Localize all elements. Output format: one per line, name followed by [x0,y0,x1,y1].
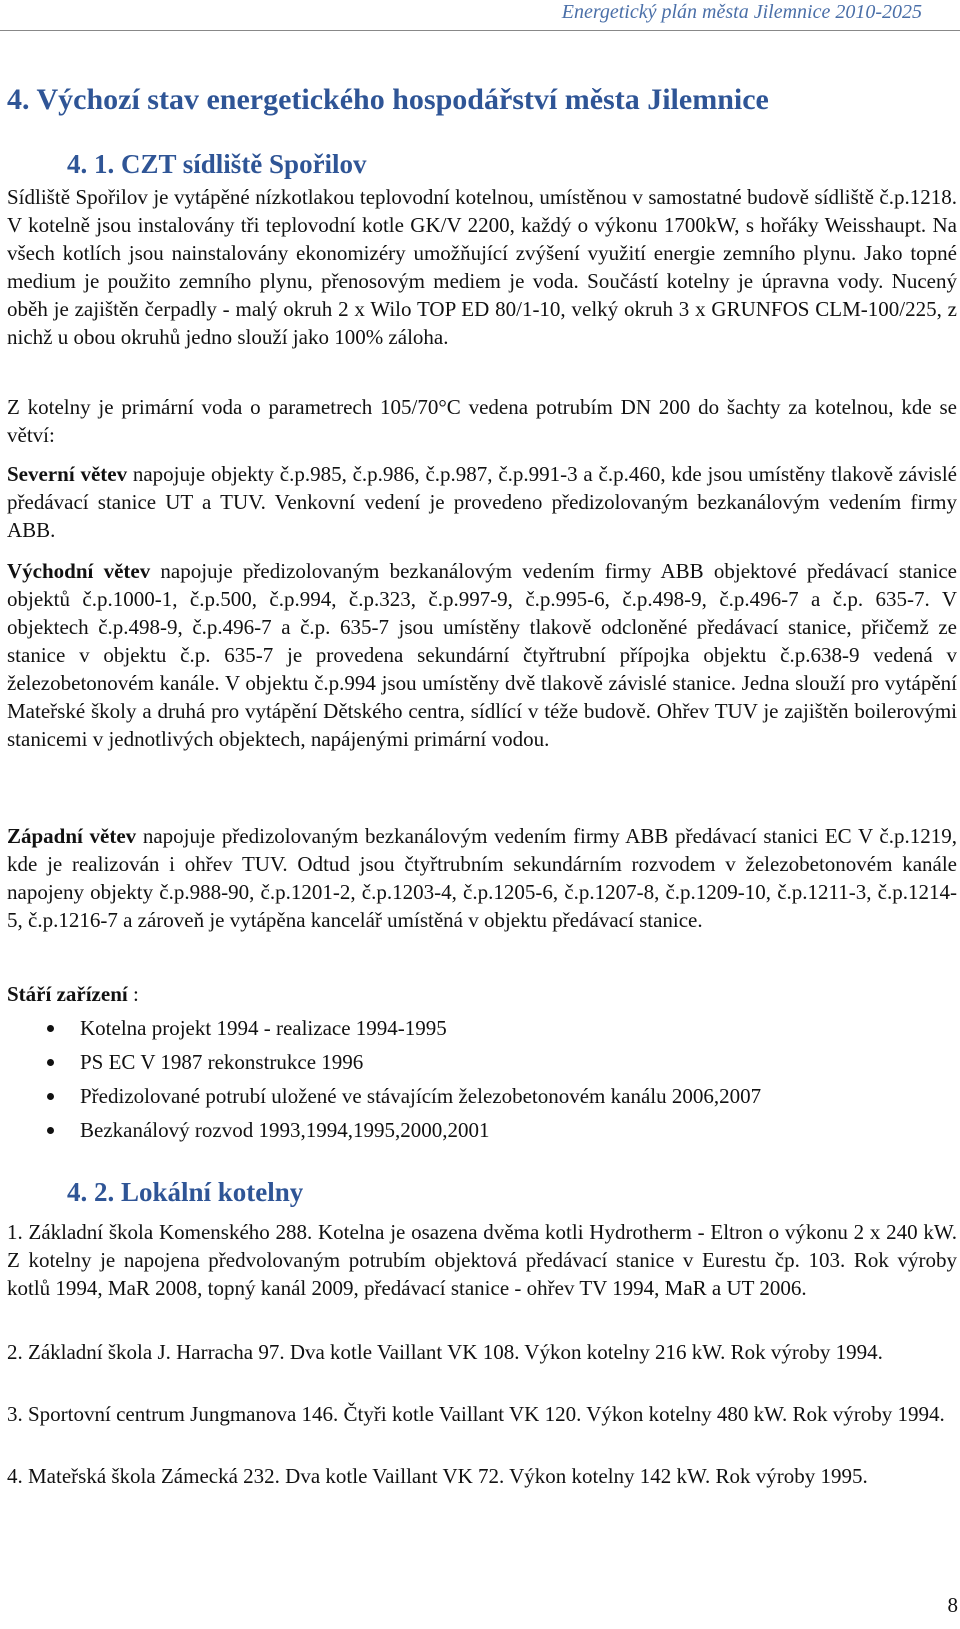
local-boiler-item: 2. Základní škola J. Harracha 97. Dva kotle Vaillant VK 108. Výkon kotelny 216 kW. Rok výroby 1994. [7,1340,883,1364]
local-boiler-item: 1. Základní škola Komenského 288. Kotelna je osazena dvěma kotli Hydrotherm - Eltron o výkonu 2 x 240 kW. Z kotelny je napojena předvolovaným potrubím objektová předávací stanice v Eurestu čp. 103. Rok výroby kotlů 1994, MaR 2008, topný kanál 2009, předávací stanice - ohřev TV 1994, MaR a UT 2006. [7,1220,957,1300]
list-item [7,1048,927,1082]
equipment-age-label: Stáří zařízení [7,982,128,1006]
chapter-title: 4. Výchozí stav energetického hospodářství města Jilemnice [7,83,769,116]
list-item-text: PS EC V 1987 rekonstrukce 1996 [80,1050,364,1074]
bullet-dot [47,1127,54,1134]
local-boiler-item: 4. Mateřská škola Zámecká 232. Dva kotle Vaillant VK 72. Výkon kotelny 142 kW. Rok výroby 1995. [7,1464,868,1488]
paragraph-primary-water: Z kotelny je primární voda o parametrech 105/70°C vedena potrubím DN 200 do šachty za kotelnou, kde se větví: [7,395,957,447]
list-item-text: Kotelna projekt 1994 - realizace 1994-1995 [80,1016,447,1040]
list-item [7,1014,927,1048]
equipment-age-suffix: : [127,982,139,1006]
west-branch-label: Západní větev [7,824,137,848]
section-title-local-boilers: 4. 2. Lokální kotelny [67,1177,304,1207]
paragraph-east-branch [7,557,957,753]
section-title-czt: 4. 1. CZT sídliště Spořilov [67,149,367,179]
east-branch-text: napojuje předizolovaným bezkanálovým vedením firmy ABB objektové předávací stanice objektů č.p.1000-1, č.p.500, č.p.994, č.p.323, č.p.997-9, č.p.995-6, č.p.498-9, č.p.496-7 a č.p. 635-7. V objektech č.p.498-9, č.p.496-7 a č.p. 635-7 jsou umístěny tlakově odcloněné předávací stanice, přičemž ze stanice v objektu č.p. 635-7 je provedena sekundární čtyřtrubní přípojka objektu č.p.638-9 vedená v železobetonovém kanále. V objektu č.p.994 jsou umístěny dvě tlakově závislé stanice. Jedna slouží pro vytápění Mateřské školy a druhá pro vytápění Dětského centra, sídlící v téže budově. Ohřev TUV je zajištěn boilerovými stanicemi v jednotlivých objektech, napájenými primární vodou. [7,559,957,751]
list-item [7,1082,927,1116]
bullet-dot [47,1093,54,1100]
north-branch-label: Severní větev [7,462,128,486]
north-branch-text: napojuje objekty č.p.985, č.p.986, č.p.987, č.p.991-3 a č.p.460, kde jsou umístěny tlakově závislé předávací stanice UT a TUV. Venkovní vedení je provedeno předizolovaným bezkanálovým vedením firmy ABB. [7,462,957,542]
list-item-text: Bezkanálový rozvod 1993,1994,1995,2000,2001 [80,1118,490,1142]
paragraph-intro: Sídliště Spořilov je vytápěné nízkotlakou teplovodní kotelnou, umístěnou v samostatné budově sídliště č.p.1218. V kotelně jsou instalovány tři teplovodní kotle GK/V 2200, každý o výkonu 1700kW, s hořáky Weisshaupt. Na všech kotlích jsou nainstalovány ekonomizéry umožňující zvýšení využití energie zemního plynu. Jako topné medium je použito zemního plynu, přenosovým mediem je voda. Součástí kotelny je úpravna vody. Nucený oběh je zajištěn čerpadly - malý okruh 2 x Wilo TOP ED 80/1-10, velký okruh 3 x GRUNFOS CLM-100/225, z nichž u obou okruhů jedno slouží jako 100% záloha. [7,185,957,349]
paragraph-west-branch [7,822,957,934]
paragraph-north-branch [7,460,957,544]
list-item [7,1116,927,1150]
header-rule [0,30,960,31]
bullet-dot [47,1025,54,1032]
page-number: 8 [947,1593,958,1617]
local-boiler-item: 3. Sportovní centrum Jungmanova 146. Čtyři kotle Vaillant VK 120. Výkon kotelny 480 kW. Rok výroby 1994. [7,1402,945,1426]
bullet-dot [47,1059,54,1066]
equipment-age-list [7,1014,927,1150]
list-item-text: Předizolované potrubí uložené ve stávajícím železobetonovém kanálu 2006,2007 [80,1084,762,1108]
equipment-age-heading [7,980,957,1008]
east-branch-label: Východní větev [7,559,151,583]
west-branch-text: napojuje předizolovaným bezkanálovým vedením firmy ABB předávací stanici EC V č.p.1219, kde je realizován i ohřev TUV. Odtud jsou čtyřtrubním sekundárním rozvodem v železobetonovém kanále napojeny objekty č.p.988-90, č.p.1201-2, č.p.1203-4, č.p.1205-6, č.p.1207-8, č.p.1209-10, č.p.1211-3, č.p.1214-5, č.p.1216-7 a zároveň je vytápěna kancelář umístěná v objektu předávací stanice. [7,824,957,932]
running-header: Energetický plán města Jilemnice 2010-2025 [561,1,922,23]
